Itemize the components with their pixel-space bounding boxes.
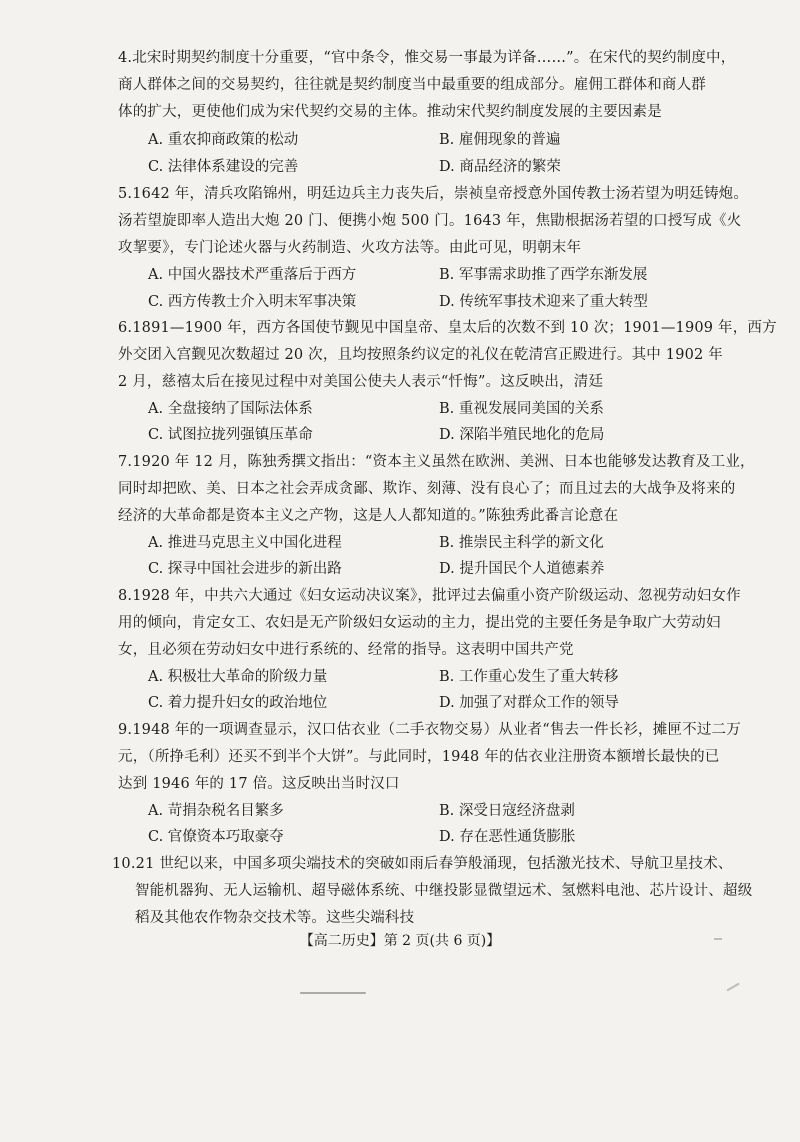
question-text-line: 商人群体之间的交易契约，往往就是契约制度当中最重要的组成部分。雇佣工群体和商人群 bbox=[118, 77, 706, 93]
option-a[interactable]: A. 积极壮大革命的阶级力量 bbox=[148, 669, 328, 685]
option-a[interactable]: A. 苛捐杂税名目繁多 bbox=[148, 803, 284, 819]
option-d[interactable]: D. 深陷半殖民地化的危局 bbox=[439, 427, 605, 443]
option-d[interactable]: D. 加强了对群众工作的领导 bbox=[439, 695, 619, 711]
question-text-line: 智能机器狗、无人运输机、超导磁体系统、中继投影显微望远术、氢燃料电池、芯片设计、超级 bbox=[135, 883, 753, 899]
question-text-line: 7.1920 年 12 月，陈独秀撰文指出：“资本主义虽然在欧洲、美洲、日本也能够发达教育及工业， bbox=[118, 454, 755, 470]
option-c[interactable]: C. 探寻中国社会进步的新出路 bbox=[148, 561, 342, 577]
question-text-line: 元，（所挣毛利）还买不到半个大饼”。与此同时，1948 年的估衣业注册资本额增长最快的已 bbox=[118, 749, 720, 765]
option-c[interactable]: C. 西方传教士介入明末军事决策 bbox=[148, 294, 357, 310]
question-text-line: 女，且必须在劳动妇女中进行系统的、经常的指导。这表明中国共产党 bbox=[118, 642, 574, 658]
option-d[interactable]: D. 存在恶性通货膨胀 bbox=[439, 829, 576, 845]
scan-artifact-line bbox=[300, 992, 366, 994]
question-text-line: 经济的大革命都是资本主义之产物，这是人人都知道的。”陈独秀此番言论意在 bbox=[118, 508, 619, 524]
question-text-line: 用的倾向，肯定女工、农妇是无产阶级妇女运动的主力，提出党的主要任务是争取广大劳动妇 bbox=[118, 615, 721, 631]
option-b[interactable]: B. 雇佣现象的普遍 bbox=[439, 132, 561, 148]
question-text-line: 稻及其他农作物杂交技术等。这些尖端科技 bbox=[135, 910, 415, 926]
scan-artifact-tick bbox=[727, 983, 740, 991]
option-c[interactable]: C. 官僚资本巧取豪夺 bbox=[148, 829, 284, 845]
option-b[interactable]: B. 深受日寇经济盘剥 bbox=[439, 803, 575, 819]
question-text-line: 达到 1946 年的 17 倍。这反映出当时汉口 bbox=[118, 776, 400, 792]
question-text-line: 外交团入宫觐见次数超过 20 次，且均按照条约议定的礼仪在乾清宫正殿进行。其中 1902 年 bbox=[118, 347, 723, 363]
option-b[interactable]: B. 推崇民主科学的新文化 bbox=[439, 535, 604, 551]
option-d[interactable]: D. 商品经济的繁荣 bbox=[439, 159, 561, 175]
page-number-label: 【高二历史】第 2 页(共 6 页)】 bbox=[299, 933, 501, 949]
question-text-line: 汤若望旋即率人造出大炮 20 门、便携小炮 500 门。1643 年，焦勖根据汤若望的口授写成《火 bbox=[118, 213, 742, 229]
option-a[interactable]: A. 重农抑商政策的松动 bbox=[148, 132, 299, 148]
option-b[interactable]: B. 重视发展同美国的关系 bbox=[439, 401, 604, 417]
option-b[interactable]: B. 军事需求助推了西学东渐发展 bbox=[439, 267, 648, 283]
question-text-line: 同时却把欧、美、日本之社会弄成贪鄙、欺诈、刻薄、没有良心了；而且过去的大战争及将来的 bbox=[118, 481, 736, 497]
option-c[interactable]: C. 试图拉拢列强镇压革命 bbox=[148, 427, 313, 443]
question-text-line: 9.1948 年的一项调查显示，汉口估衣业（二手衣物交易）从业者“售去一件长衫，摊匣不过二万 bbox=[118, 722, 741, 738]
question-text-line: 4.北宋时期契约制度十分重要，“官中条令，惟交易一事最为详备……”。在宋代的契约制度中， bbox=[118, 50, 736, 66]
option-b[interactable]: B. 工作重心发生了重大转移 bbox=[439, 669, 619, 685]
option-d[interactable]: D. 传统军事技术迎来了重大转型 bbox=[439, 294, 648, 310]
question-text-line: 2 月，慈禧太后在接见过程中对美国公使夫人表示“忏悔”。这反映出，清廷 bbox=[118, 374, 604, 390]
scan-artifact-corner bbox=[714, 938, 722, 940]
question-text-line: 8.1928 年，中共六大通过《妇女运动决议案》，批评过去偏重小资产阶级运动、忽视劳动妇女作 bbox=[118, 588, 741, 604]
option-a[interactable]: A. 全盘接纳了国际法体系 bbox=[148, 401, 313, 417]
page-footer bbox=[0, 931, 800, 951]
option-a[interactable]: A. 推进马克思主义中国化进程 bbox=[148, 535, 342, 551]
question-text-line: 攻挈要》，专门论述火器与火药制造、火攻方法等。由此可见，明朝末年 bbox=[118, 240, 582, 256]
question-text-line: 6.1891—1900 年，西方各国使节觐见中国皇帝、皇太后的次数不到 10 次；1901—1909 年，西方 bbox=[118, 320, 777, 336]
question-text-line: 体的扩大，更使他们成为宋代契约交易的主体。推动宋代契约制度发展的主要因素是 bbox=[118, 104, 662, 120]
option-c[interactable]: C. 着力提升妇女的政治地位 bbox=[148, 695, 328, 711]
question-text-line: 10.21 世纪以来，中国多项尖端技术的突破如雨后春笋般涌现，包括激光技术、导航卫星技术、 bbox=[112, 856, 733, 872]
question-text-line: 5.1642 年，清兵攻陷锦州，明廷边兵主力丧失后，崇祯皇帝授意外国传教士汤若望为明廷铸炮。 bbox=[118, 186, 749, 202]
option-a[interactable]: A. 中国火器技术严重落后于西方 bbox=[148, 267, 357, 283]
option-d[interactable]: D. 提升国民个人道德素养 bbox=[439, 561, 605, 577]
option-c[interactable]: C. 法律体系建设的完善 bbox=[148, 159, 299, 175]
